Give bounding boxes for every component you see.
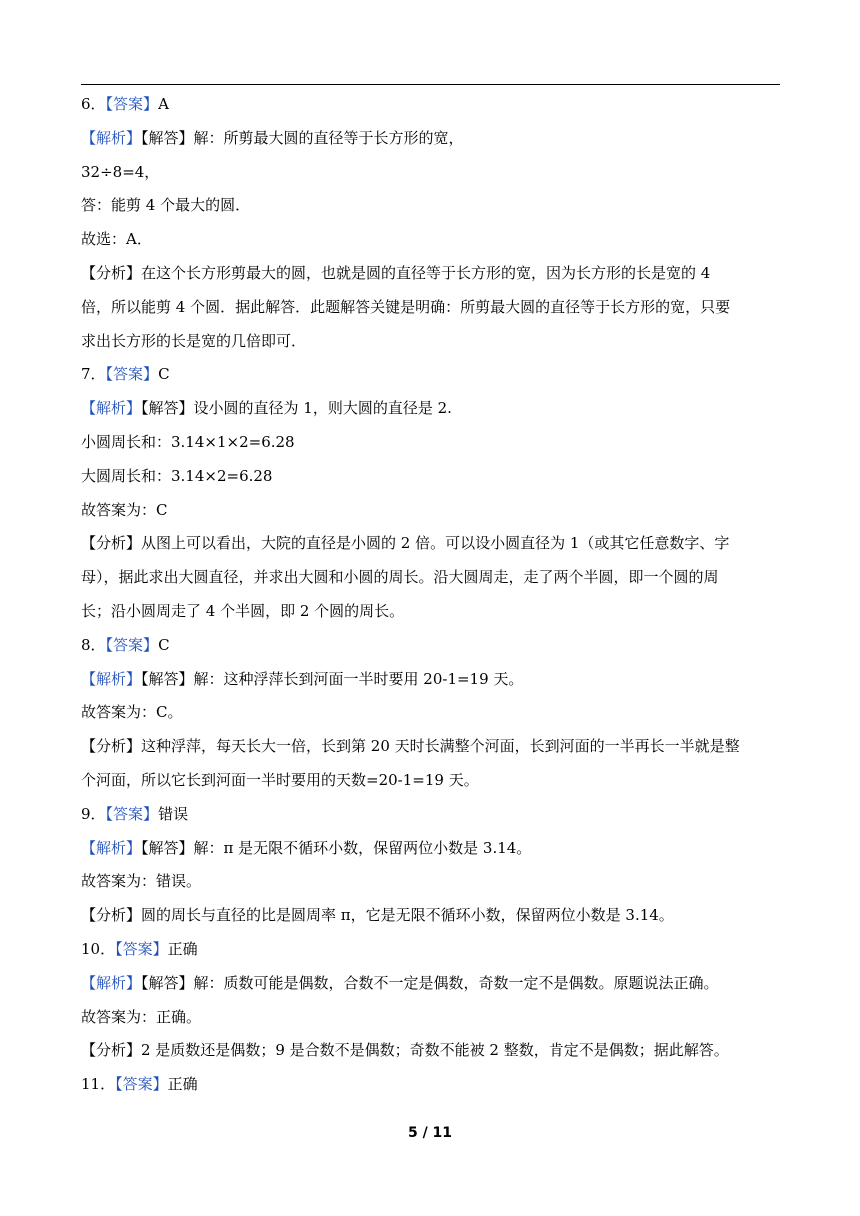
text-line: [81, 1007, 201, 1027]
answer-tag: 【答案】: [105, 365, 159, 384]
line-text: 倍，所以能剪 4 个圆．据此解答．此题解答关键是明确：所剪最大圆的直径等于长方形的宽，只要: [81, 297, 731, 316]
question-answer-line: [81, 1074, 198, 1094]
line-text: 32÷8=4，: [81, 162, 160, 181]
question-number: 6．: [81, 95, 106, 113]
question-answer-line: [81, 939, 198, 959]
answer-tag: 【答案】: [105, 95, 159, 113]
analysis-tag: 【解析】: [81, 838, 142, 857]
text-line: [81, 500, 167, 520]
question-answer-line: [81, 94, 169, 114]
line-text: 求出长方形的长是宽的几倍即可．: [81, 331, 307, 350]
question-number: 10．: [81, 940, 116, 958]
analysis-tag: 【解析】: [81, 128, 142, 147]
page-number: 5 / 11: [407, 1125, 453, 1141]
line-text: 母），据此求出大圆直径，并求出大圆和小圆的周长。沿大圆周走，走了两个半圆，即一个圆的周: [81, 568, 719, 587]
answer-tag: 【答案】: [115, 940, 168, 958]
analysis-line: [81, 838, 531, 858]
text-line: [81, 770, 479, 790]
analysis-tag: 【解析】: [81, 399, 142, 418]
question-answer-line: [81, 804, 188, 824]
answer-tag: 【答案】: [105, 635, 159, 654]
line-text: 【分析】2 是质数还是偶数；9 是合数不是偶数；奇数不能被 2 整数，肯定不是偶数；据此解答。: [81, 1041, 729, 1060]
text-line: [81, 331, 306, 351]
line-text: 【分析】这种浮萍，每天长大一倍，长到第 20 天时长满整个河面，长到河面的一半再长一半就是整: [81, 737, 740, 756]
line-text: 故答案为：C。: [81, 703, 183, 722]
text-line: [81, 263, 710, 283]
line-text: 大圆周长和：3.14×2=6.28: [81, 466, 273, 485]
line-text: 【分析】从图上可以看出，大院的直径是小圆的 2 倍。可以设小圆直径为 1（或其它任意数字、字: [81, 534, 730, 553]
text-line: [81, 466, 272, 486]
line-text: 正确: [167, 940, 198, 958]
analysis-line: [81, 973, 719, 993]
line-text: 错误: [158, 804, 189, 823]
question-number: 7．: [81, 365, 106, 384]
line-text: A: [158, 95, 169, 113]
line-text: 故选：A．: [81, 230, 152, 249]
question-number: 11．: [81, 1075, 116, 1094]
analysis-line: [81, 128, 464, 148]
text-line: [81, 297, 730, 317]
text-line: [81, 736, 740, 756]
line-text: 个河面，所以它长到河面一半时要用的天数=20-1=19 天。: [81, 771, 479, 789]
answer-tag: 【答案】: [115, 1075, 168, 1094]
line-text: 小圆周长和：3.14×1×2=6.28: [81, 433, 295, 451]
question-answer-line: [81, 364, 170, 384]
question-answer-line: [81, 635, 170, 655]
line-text: 【分析】圆的周长与直径的比是圆周率 π，它是无限不循环小数，保留两位小数是 3.14。: [81, 906, 674, 925]
line-text: 【解答】解：质数可能是偶数，合数不一定是偶数，奇数一定不是偶数。原题说法正确。: [141, 973, 719, 992]
line-text: 答：能剪 4 个最大的圆．: [81, 196, 251, 215]
header-rule: [81, 84, 780, 85]
line-text: 故答案为：错误。: [81, 872, 202, 891]
text-line: [81, 601, 404, 621]
text-line: [81, 533, 729, 553]
line-text: 正确: [167, 1075, 198, 1094]
line-text: C: [158, 635, 170, 654]
line-text: 【解答】设小圆的直径为 1，则大圆的直径是 2.: [141, 399, 452, 418]
text-line: [81, 702, 182, 722]
text-line: [81, 871, 201, 891]
question-number: 8．: [81, 635, 106, 654]
line-text: C: [158, 365, 170, 384]
analysis-line: [81, 398, 452, 418]
line-text: 【分析】在这个长方形剪最大的圆，也就是圆的直径等于长方形的宽，因为长方形的长是宽的 4: [81, 264, 711, 282]
analysis-line: [81, 669, 523, 689]
analysis-tag: 【解析】: [81, 973, 142, 992]
line-text: 故答案为：正确。: [81, 1007, 202, 1026]
line-text: 【解答】解：这种浮萍长到河面一半时要用 20-1=19 天。: [141, 669, 524, 688]
text-line: [81, 1040, 729, 1060]
line-text: 长；沿小圆周走了 4 个半圆，即 2 个圆的周长。: [81, 602, 405, 620]
line-text: 故答案为：C: [81, 500, 168, 519]
line-text: 【解答】解：π 是无限不循环小数，保留两位小数是 3.14。: [141, 838, 532, 857]
text-line: [81, 162, 159, 182]
text-line: [81, 432, 295, 452]
analysis-tag: 【解析】: [81, 669, 142, 688]
answer-tag: 【答案】: [105, 804, 159, 823]
question-number: 9．: [81, 804, 106, 823]
text-line: [81, 905, 674, 925]
text-line: [81, 229, 152, 249]
line-text: 【解答】解：所剪最大圆的直径等于长方形的宽，: [141, 128, 464, 147]
text-line: [81, 567, 719, 587]
text-line: [81, 195, 250, 215]
